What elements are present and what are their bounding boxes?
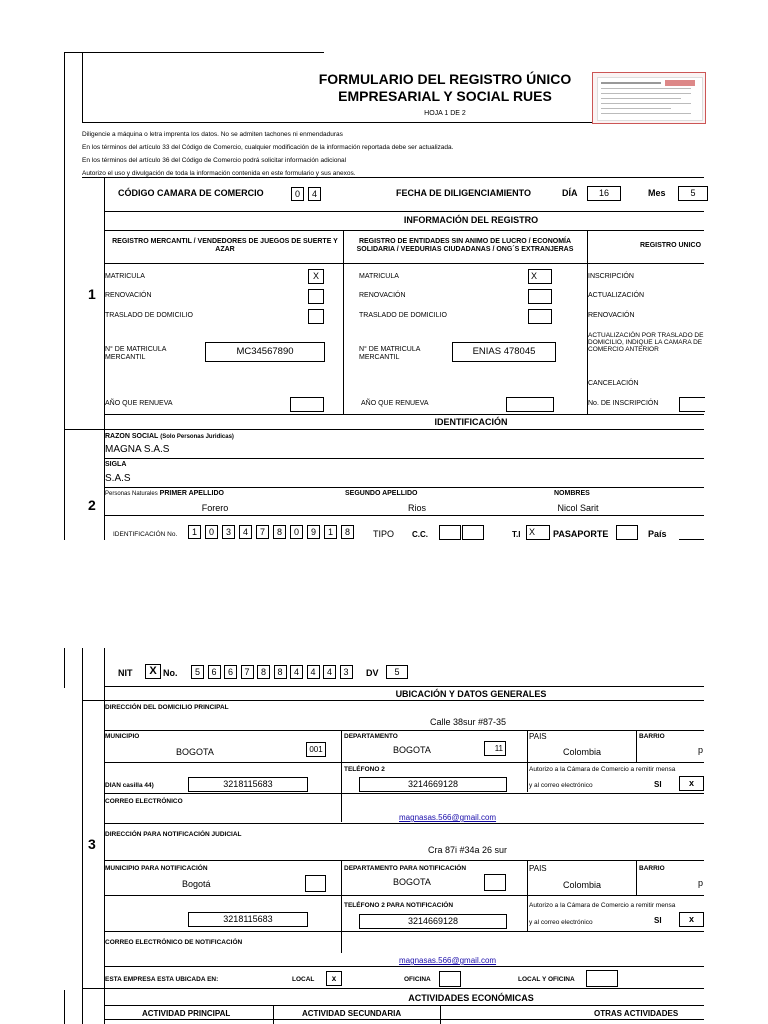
traslado2-checkbox[interactable] <box>528 309 552 324</box>
nit-label: NIT <box>118 668 133 678</box>
municipio-value[interactable]: BOGOTA <box>176 747 214 757</box>
persona-natural-row <box>105 490 224 497</box>
ti-label: T.I <box>512 530 521 539</box>
si-checkbox[interactable]: x <box>679 776 704 791</box>
cancelacion-label: CANCELACIÓN <box>588 380 639 387</box>
autoriza-sms-label: Autorizo a la Cámara de Comercio a remitir mensa <box>529 766 676 773</box>
mes-label: Mes <box>648 188 666 198</box>
dian-label: DIAN casilla 44) <box>105 782 154 789</box>
razon-social-value[interactable]: MAGNA S.A.S <box>105 444 170 455</box>
anio-renueva-field[interactable] <box>290 397 324 412</box>
nit-digit[interactable]: 7 <box>241 665 254 679</box>
instruction-4: Autorizo el uso y divulgación de toda la información contenida en este formulario y sus anexos. <box>82 170 356 177</box>
form-title-line1: FORMULARIO DEL REGISTRO ÚNICO <box>318 71 572 87</box>
segundo-apellido-label: SEGUNDO APELLIDO <box>345 490 418 497</box>
id-digit[interactable]: 8 <box>273 525 286 539</box>
dia-label: DÍA <box>562 188 578 198</box>
section2-title: IDENTIFICACIÓN <box>434 417 508 427</box>
dv-label: DV <box>366 668 379 678</box>
oficina-checkbox[interactable] <box>439 971 461 987</box>
tipo-label: TIPO <box>373 529 395 539</box>
actividad-principal-label: ACTIVIDAD PRINCIPAL <box>142 1009 231 1018</box>
codigo-camara-label: CÓDIGO CAMARA DE COMERCIO <box>118 188 264 198</box>
col2-header: REGISTRO DE ENTIDADES SIN ANIMO DE LUCRO / ECONOMÍA SOLIDARIA / VEEDURIAS CIUDADANAS / ONG´S EXTRANJERAS <box>356 238 574 253</box>
id-digit[interactable]: 0 <box>290 525 303 539</box>
telefono2-field[interactable]: 3214669128 <box>359 777 507 792</box>
telefono2-label: TELÉFONO 2 <box>344 766 385 773</box>
identificacion-label: IDENTIFICACIÓN No. <box>113 531 178 538</box>
id-digit[interactable]: 3 <box>222 525 235 539</box>
autoriza-sms-notificacion-label: Autorizo a la Cámara de Comercio a remitir mensa <box>529 902 676 909</box>
ce-checkbox[interactable] <box>462 525 484 540</box>
barrio-label: BARRIO <box>639 733 665 740</box>
no-inscripcion-field[interactable] <box>679 397 705 412</box>
form-thumbnail-image <box>592 72 706 124</box>
act-traslado-label: ACTUALIZACIÓN POR TRASLADO DE DOMICILIO, INDIQUE LA CAMARA DE COMERCIO ANTERIOR <box>588 332 704 353</box>
telefono1-field[interactable]: 3218115683 <box>188 777 308 792</box>
id-digit[interactable]: 7 <box>256 525 269 539</box>
barrio-value[interactable]: p <box>698 745 704 755</box>
renovacion-label: RENOVACIÓN <box>105 292 152 299</box>
ubicada-label: ESTA EMPRESA ESTA UBICADA EN: <box>105 976 219 983</box>
nit-digit[interactable]: 8 <box>257 665 270 679</box>
departamento-code[interactable]: 11 <box>484 741 506 756</box>
dia-field[interactable]: 16 <box>587 186 621 201</box>
matricula2-label: MATRICULA <box>359 273 399 280</box>
section3-title: UBICACIÓN Y DATOS GENERALES <box>395 689 547 699</box>
renovacion-checkbox[interactable] <box>308 289 324 304</box>
departamento-value[interactable]: BOGOTA <box>393 745 431 755</box>
si-notificacion-checkbox[interactable]: x <box>679 912 704 927</box>
matricula-label: MATRICULA <box>105 273 145 280</box>
sheet-number: HOJA 1 DE 2 <box>424 110 466 117</box>
nit-digit[interactable]: 6 <box>208 665 221 679</box>
telefono2-notificacion-label: TELÉFONO 2 PARA NOTIFICACIÓN <box>344 902 454 909</box>
ti-checkbox[interactable]: X <box>526 525 550 540</box>
correo-notificacion-value[interactable]: magnasas.566@gmail.com <box>399 956 497 965</box>
anio-renueva2-field[interactable] <box>506 397 554 412</box>
dv-field[interactable]: 5 <box>386 665 408 679</box>
telefono1-notificacion-field[interactable]: 3218115683 <box>188 912 308 927</box>
instruction-2: En los términos del artículo 33 del Código de Comercio, cualquier modificación de la información reportada debe ser actualizada. <box>82 144 454 151</box>
section2-number: 2 <box>88 497 96 513</box>
num-matricula-field[interactable]: MC34567890 <box>205 342 325 362</box>
municipio-code[interactable]: 001 <box>306 742 326 757</box>
departamento-notificacion-label: DEPARTAMENTO PARA NOTIFICACIÓN <box>344 865 467 872</box>
local-oficina-label: LOCAL Y OFICINA <box>518 976 575 983</box>
no-inscripcion-label: No. DE INSCRIPCIÓN <box>588 400 659 407</box>
barrio-notificacion-value[interactable]: p <box>698 878 704 888</box>
id-digit[interactable]: 9 <box>307 525 320 539</box>
section1-number: 1 <box>88 286 96 302</box>
traslado-checkbox[interactable] <box>308 309 324 324</box>
razon-social-sublabel: (Solo Personas Juridicas) <box>160 434 234 440</box>
cc-label: C.C. <box>412 530 428 539</box>
fecha-label: FECHA DE DILIGENCIAMIENTO <box>396 188 532 198</box>
primer-apellido-value[interactable]: Forero <box>201 503 229 513</box>
id-digit[interactable]: 1 <box>324 525 337 539</box>
page-gap <box>0 542 768 642</box>
dir-judicial-value[interactable]: Cra 87i #34a 26 sur <box>428 845 508 855</box>
nit-digit[interactable]: 4 <box>323 665 336 679</box>
correo-value[interactable]: magnasas.566@gmail.com <box>399 813 497 822</box>
matricula2-checkbox[interactable]: X <box>528 269 552 284</box>
renovacion3-label: RENOVACIÓN <box>588 312 635 319</box>
nit-digit[interactable]: 4 <box>290 665 303 679</box>
telefono2-notificacion-field[interactable]: 3214669128 <box>359 914 507 929</box>
correo-label: CORREO ELECTRÓNICO <box>105 798 183 805</box>
nit-digit[interactable]: 3 <box>340 665 353 679</box>
dir-domicilio-label: DIRECCIÓN DEL DOMICILIO PRINCIPAL <box>105 704 229 711</box>
pais-notificacion-label: PAIS <box>529 864 547 873</box>
nit-checkbox[interactable]: X <box>145 664 161 679</box>
nit-digit[interactable]: 8 <box>274 665 287 679</box>
pais-label: País <box>648 529 667 539</box>
section4-title: ACTIVIDADES ECONÓMICAS <box>408 993 534 1003</box>
dir-judicial-label: DIRECCIÓN PARA NOTIFICACIÓN JUDICIAL <box>105 831 242 838</box>
id-digit[interactable]: 4 <box>239 525 252 539</box>
anio-renueva2-label: AÑO QUE RENUEVA <box>361 400 429 407</box>
instruction-1: Diligencie a máquina o letra imprenta los datos. No se admiten tachones ni enmendaduras <box>82 131 343 138</box>
col1-header: REGISTRO MERCANTIL / VENDEDORES DE JUEGOS DE SUERTE Y AZAR <box>112 238 338 253</box>
pasaporte-label: PASAPORTE <box>553 529 609 539</box>
otras-actividades-label: OTRAS ACTIVIDADES <box>594 1009 679 1018</box>
departamento-label: DEPARTAMENTO <box>344 733 398 740</box>
segundo-apellido-value[interactable]: Rios <box>407 503 426 513</box>
pais-domicilio-value[interactable]: Colombia <box>563 747 602 757</box>
primer-apellido-label: PRIMER APELLIDO <box>159 490 224 497</box>
si-label: SI <box>654 780 662 789</box>
municipio-notificacion-code[interactable] <box>305 875 326 892</box>
pais-line <box>679 539 704 540</box>
pasaporte-checkbox[interactable] <box>616 525 638 540</box>
form-title <box>300 71 590 105</box>
municipio-label: MUNICIPIO <box>105 733 140 740</box>
local-label: LOCAL <box>292 976 315 983</box>
traslado2-label: TRASLADO DE DOMICILIO <box>359 312 447 319</box>
si-notificacion-label: SI <box>654 916 662 925</box>
matricula-checkbox[interactable]: X <box>308 269 324 284</box>
actualizacion-label: ACTUALIZACIÓN <box>588 292 645 299</box>
actividad-secundaria-label: ACTIVIDAD SECUNDARIA <box>302 1009 402 1018</box>
nit-no-label: No. <box>163 668 178 678</box>
cc-checkbox[interactable] <box>439 525 461 540</box>
nit-digit[interactable]: 5 <box>191 665 204 679</box>
nit-digit[interactable]: 4 <box>307 665 320 679</box>
departamento-notificacion-code[interactable] <box>484 874 506 891</box>
instructions <box>82 128 702 180</box>
id-digit[interactable]: 8 <box>341 525 354 539</box>
col3-header: REGISTRO UNICO <box>640 242 702 249</box>
sigla-value[interactable]: S.A.S <box>105 473 131 484</box>
razon-social-label <box>105 433 234 440</box>
renovacion2-checkbox[interactable] <box>528 289 552 304</box>
form-title-line2: EMPRESARIAL Y SOCIAL RUES <box>338 88 552 104</box>
autoriza-email-notificacion-label: y al correo electrónico <box>529 919 593 926</box>
id-digit[interactable]: 0 <box>205 525 218 539</box>
renovacion2-label: RENOVACIÓN <box>359 292 406 299</box>
traslado-label: TRASLADO DE DOMICILIO <box>105 312 193 319</box>
num-matricula2-label: N° DE MATRICULA MERCANTIL <box>359 346 421 361</box>
correo-notificacion-label: CORREO ELECTRÓNICO DE NOTIFICACIÓN <box>105 939 243 946</box>
mes-field[interactable]: 5 <box>678 186 708 201</box>
departamento-notificacion-value[interactable]: BOGOTA <box>393 877 431 887</box>
municipio-notificacion-label: MUNICIPIO PARA NOTIFICACIÓN <box>105 865 208 872</box>
local-oficina-checkbox[interactable] <box>586 970 618 987</box>
nombres-label: NOMBRES <box>554 490 590 497</box>
inscripcion-label: INSCRIPCIÓN <box>588 273 634 280</box>
pais-domicilio-label: PAIS <box>529 732 547 741</box>
section1-title: INFORMACIÓN DEL REGISTRO <box>403 215 539 225</box>
id-digit[interactable]: 1 <box>188 525 201 539</box>
local-checkbox[interactable]: x <box>326 971 342 986</box>
num-matricula2-field[interactable]: ENIAS 478045 <box>452 342 556 362</box>
oficina-label: OFICINA <box>404 976 431 983</box>
codigo-digit-2[interactable]: 4 <box>308 187 321 201</box>
dir-domicilio-value[interactable]: Calle 38sur #87-35 <box>430 717 507 727</box>
section3-number: 3 <box>88 836 96 852</box>
anio-renueva-label: AÑO QUE RENUEVA <box>105 400 173 407</box>
nit-digit[interactable]: 6 <box>224 665 237 679</box>
municipio-notificacion-value[interactable]: Bogotá <box>182 879 211 889</box>
num-matricula-label: N° DE MATRICULA MERCANTIL <box>105 346 167 361</box>
instruction-3: En los términos del artículo 36 del Código de Comercio podrá solicitar información adicional <box>82 157 347 164</box>
nombres-value[interactable]: Nicol Sarit <box>557 503 599 513</box>
personas-naturales-label: Personas Naturales <box>105 491 158 497</box>
pais-notificacion-value[interactable]: Colombia <box>563 880 602 890</box>
sigla-label: SIGLA <box>105 461 127 468</box>
autoriza-email-label: y al correo electrónico <box>529 782 593 789</box>
codigo-digit-1[interactable]: 0 <box>291 187 304 201</box>
razon-social-label-text: RAZON SOCIAL <box>105 433 159 440</box>
barrio-notificacion-label: BARRIO <box>639 865 665 872</box>
